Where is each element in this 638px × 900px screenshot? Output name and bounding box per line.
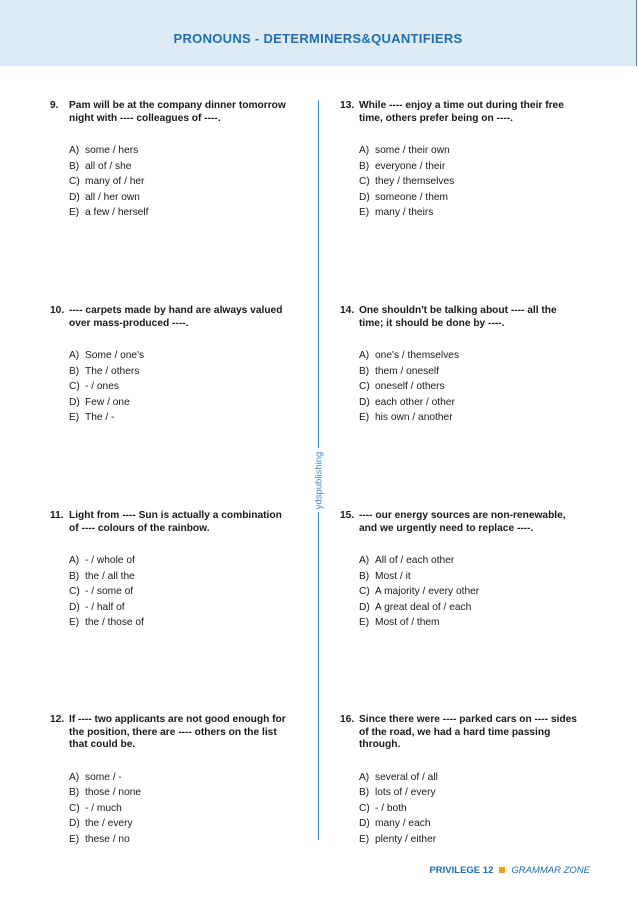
option-letter: E) [69,207,80,218]
option-text: all / her own [85,191,140,203]
option-letter: C) [69,176,80,187]
option-letter: E) [359,412,370,423]
option-d[interactable] [359,190,580,206]
option-letter: B) [69,365,80,377]
option-text: The / - [85,412,115,423]
option-letter: D) [69,818,80,829]
option-text: each other / other [375,396,455,408]
option-text: A majority / every other [375,586,480,597]
option-a[interactable] [69,770,290,786]
question-14 [340,305,580,426]
option-letter: A) [359,555,370,566]
question-number: 16. [340,714,355,725]
option-letter: B) [359,365,370,377]
option-text: - / both [375,802,407,814]
option-text: several of / all [375,771,438,783]
option-c[interactable] [359,801,580,817]
option-letter: A) [359,145,370,156]
question-stem [50,100,290,125]
option-text: someone / them [375,191,449,203]
option-d[interactable] [69,816,290,832]
option-letter: E) [359,207,370,218]
answer-options [69,143,290,221]
answer-options [359,348,580,426]
option-letter: C) [359,381,370,392]
option-b[interactable] [69,159,290,175]
option-e[interactable] [359,205,580,221]
question-13 [340,100,580,221]
question-stem [340,510,580,535]
question-11 [50,510,290,631]
option-b[interactable] [69,364,290,380]
book-title: PRIVILEGE 12 [429,865,494,876]
option-letter: C) [69,586,80,597]
option-a[interactable] [359,348,580,364]
option-text: Most of / them [375,617,440,628]
question-number: 13. [340,100,355,111]
option-c[interactable] [69,379,290,395]
question-text: Since there were ---- parked cars on ---- sides of the road, we had a hard time passing through. [359,714,577,750]
option-text: them / oneself [375,365,439,377]
option-letter: D) [359,396,370,408]
answer-options [69,553,290,631]
option-a[interactable] [359,553,580,569]
option-letter: D) [69,601,80,613]
option-text: - / ones [85,381,119,392]
question-text: If ---- two applicants are not good enough for the position, there are ---- others on the list that could be. [69,714,286,750]
option-text: those / none [85,787,142,798]
option-b[interactable] [359,569,580,585]
page-title: PRONOUNS - DETERMINERS&QUANTIFIERS [173,31,463,46]
page-header [0,0,637,67]
question-number: 12. [50,714,65,725]
watermark-text: ydspublishing [314,448,325,512]
answer-options [359,770,580,848]
question-number: 9. [50,100,59,111]
option-letter: D) [69,191,80,203]
option-text: A great deal of / each [375,601,472,613]
option-letter: C) [359,586,370,597]
question-10 [50,305,290,426]
option-d[interactable] [69,190,290,206]
question-number: 14. [340,305,355,316]
option-c[interactable] [69,801,290,817]
option-text: some / - [85,771,122,783]
question-stem [340,714,580,752]
option-text: all of / she [85,160,132,172]
option-letter: E) [69,833,80,845]
option-b[interactable] [69,785,290,801]
option-text: his own / another [375,412,453,423]
option-b[interactable] [359,159,580,175]
question-number: 10. [50,305,65,316]
option-c[interactable] [359,584,580,600]
question-stem [50,305,290,330]
option-a[interactable] [69,348,290,364]
question-text: One shouldn't be talking about ---- all the time; it should be done by ----. [359,305,557,329]
option-text: All of / each other [375,555,455,566]
question-15 [340,510,580,631]
option-d[interactable] [359,816,580,832]
answer-options [69,348,290,426]
option-letter: A) [69,145,80,156]
option-text: plenty / either [375,833,437,845]
option-letter: A) [359,771,370,783]
option-letter: E) [69,412,80,423]
section-name: GRAMMAR ZONE [511,865,590,876]
question-9 [50,100,290,221]
option-letter: D) [359,818,370,829]
option-b[interactable] [359,785,580,801]
option-text: Most / it [375,570,411,582]
question-16 [340,714,580,847]
option-text: the / those of [85,617,144,628]
option-letter: C) [69,381,80,392]
question-text: Pam will be at the company dinner tomorrow night with ---- colleagues of ----. [69,100,286,124]
option-d[interactable] [69,395,290,411]
option-letter: C) [359,176,370,187]
question-text: ---- carpets made by hand are always valued over mass-produced ----. [69,305,283,329]
option-c[interactable] [359,174,580,190]
answer-options [69,770,290,848]
question-number: 11. [50,510,64,521]
option-d[interactable] [69,600,290,616]
option-text: Few / one [85,396,130,408]
option-e[interactable] [69,205,290,221]
answer-options [359,143,580,221]
option-letter: A) [69,350,80,361]
publisher-watermark [304,440,334,520]
option-letter: D) [69,396,80,408]
option-letter: A) [69,771,80,783]
option-text: - / half of [85,601,125,613]
option-c[interactable] [69,584,290,600]
square-bullet-icon [499,867,505,873]
option-letter: D) [359,601,370,613]
option-text: these / no [85,833,130,845]
option-c[interactable] [69,174,290,190]
question-stem [340,305,580,330]
option-b[interactable] [359,364,580,380]
option-letter: B) [69,787,80,798]
option-text: everyone / their [375,160,446,172]
option-letter: B) [69,160,80,172]
option-text: one's / themselves [375,350,460,361]
option-a[interactable] [359,770,580,786]
option-e[interactable] [69,410,290,426]
question-stem [50,714,290,752]
option-e[interactable] [69,832,290,848]
question-12 [50,714,290,847]
option-text: many / theirs [375,207,434,218]
option-b[interactable] [69,569,290,585]
option-d[interactable] [359,600,580,616]
question-stem [340,100,580,125]
option-e[interactable] [359,615,580,631]
question-text: While ---- enjoy a time out during their free time, others prefer being on ----. [359,100,564,124]
option-c[interactable] [359,379,580,395]
option-letter: C) [69,802,80,814]
option-text: many of / her [85,176,145,187]
option-letter: B) [359,570,370,582]
option-text: a few / herself [85,207,149,218]
option-letter: D) [359,191,370,203]
option-letter: B) [69,570,80,582]
option-text: - / much [85,802,122,814]
option-text: many / each [375,818,431,829]
option-letter: E) [69,617,80,628]
option-e[interactable] [359,410,580,426]
option-text: - / whole of [85,555,135,566]
option-letter: A) [69,555,80,566]
option-text: the / every [85,818,133,829]
option-a[interactable] [359,143,580,159]
option-text: The / others [85,365,140,377]
option-e[interactable] [69,615,290,631]
option-text: - / some of [85,586,134,597]
answer-options [359,553,580,631]
question-stem [50,510,290,535]
option-d[interactable] [359,395,580,411]
option-text: oneself / others [375,381,445,392]
option-text: some / hers [85,145,139,156]
question-number: 15. [340,510,355,521]
option-letter: E) [359,617,370,628]
option-letter: B) [359,787,370,798]
option-letter: A) [359,350,370,361]
option-text: they / themselves [375,176,455,187]
option-text: Some / one's [85,350,145,361]
option-letter: E) [359,833,370,845]
option-a[interactable] [69,553,290,569]
question-text: Light from ---- Sun is actually a combination of ---- colours of the rainbow. [69,510,282,534]
option-letter: C) [359,802,370,814]
option-text: lots of / every [375,787,436,798]
option-letter: B) [359,160,370,172]
option-text: the / all the [85,570,135,582]
option-e[interactable] [359,832,580,848]
option-a[interactable] [69,143,290,159]
question-text: ---- our energy sources are non-renewable, and we urgently need to replace ----. [359,510,566,534]
option-text: some / their own [375,145,450,156]
page-footer [429,865,590,876]
